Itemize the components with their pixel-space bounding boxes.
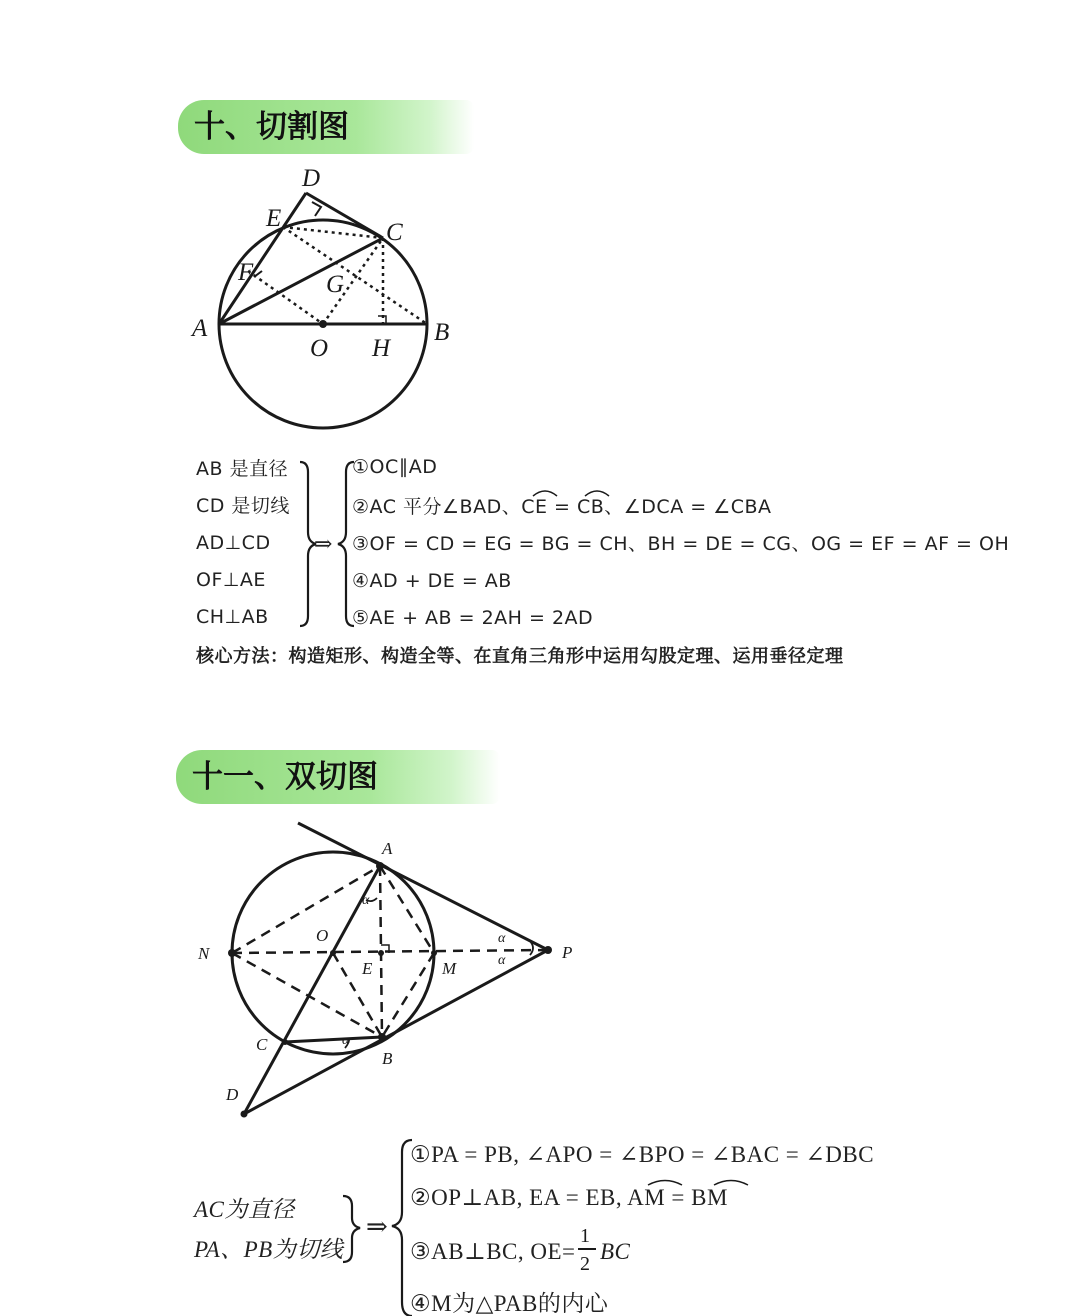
conclusion-10-3: ③OF = CD = EG = BG = CH、BH = DE = CG、OG = EF = AF = OH <box>352 533 1010 555</box>
segment-AD <box>219 193 306 324</box>
fraction-numerator: 1 <box>580 1225 590 1247</box>
section-10-title: 十、切割图 <box>178 100 474 154</box>
conclusion-11-3-tail: BC <box>600 1239 631 1264</box>
conclusion-11-3: ③AB⊥BC, OE= <box>410 1239 576 1264</box>
condition-11-1: AC为直径 <box>194 1197 295 1222</box>
segment-DC <box>306 193 383 238</box>
condition-10-3: AD⊥CD <box>196 532 271 554</box>
label-D-11: D <box>226 1085 239 1104</box>
label-M: M <box>442 959 457 978</box>
alpha-label: α <box>498 931 506 946</box>
conclusion-11-4: ④M为△PAB的内心 <box>410 1291 609 1316</box>
right-brace-11 <box>343 1196 360 1262</box>
condition-10-1: AB 是直径 <box>196 458 289 480</box>
label-B-11: B <box>382 1049 393 1068</box>
implies-arrow-11: ⇒ <box>366 1212 389 1241</box>
label-D: D <box>302 165 321 192</box>
label-A-11: A <box>382 839 393 858</box>
left-brace-11 <box>392 1140 412 1316</box>
conclusion-10-4: ④AD + DE = AB <box>352 570 512 592</box>
implies-arrow-10: ⇒ <box>314 531 333 556</box>
condition-11-2: PA、PB为切线 <box>194 1237 344 1262</box>
conclusion-11-1: ①PA = PB, ∠APO = ∠BPO = ∠BAC = ∠DBC <box>410 1142 875 1167</box>
condition-10-5: CH⊥AB <box>196 606 269 628</box>
label-H: H <box>372 335 391 362</box>
label-C: C <box>386 219 403 246</box>
label-B: B <box>434 319 450 346</box>
label-N: N <box>198 944 210 963</box>
conclusion-10-5: ⑤AE + AB = 2AH = 2AD <box>352 607 594 629</box>
section-11-title: 十一、双切图 <box>176 750 500 804</box>
label-G: G <box>326 271 345 298</box>
alpha-label: α <box>342 1033 350 1048</box>
condition-10-2: CD 是切线 <box>196 495 290 517</box>
label-E: E <box>266 205 282 232</box>
alpha-label: α <box>498 953 506 968</box>
label-F: F <box>238 259 254 286</box>
right-angle-D <box>312 202 321 216</box>
label-E-11: E <box>362 959 373 978</box>
label-O-11: O <box>316 926 329 945</box>
label-O: O <box>310 335 329 362</box>
core-method: 核心方法：构造矩形、构造全等、在直角三角形中运用勾股定理、运用垂径定理 <box>196 646 844 667</box>
tangent-PA <box>298 823 548 950</box>
conclusion-10-2: ②AC 平分∠BAD、CE = CB、∠DCA = ∠CBA <box>352 496 772 518</box>
label-A: A <box>192 315 208 342</box>
fraction-denominator: 2 <box>580 1253 590 1275</box>
conclusion-10-1: ①OC∥AD <box>352 456 438 478</box>
alpha-label: α <box>362 893 370 908</box>
condition-10-4: OF⊥AE <box>196 569 266 591</box>
conclusion-11-2: ②OP⊥AB, EA = EB, AM = BM <box>410 1185 728 1210</box>
label-C-11: C <box>256 1035 268 1054</box>
label-P: P <box>562 943 573 962</box>
